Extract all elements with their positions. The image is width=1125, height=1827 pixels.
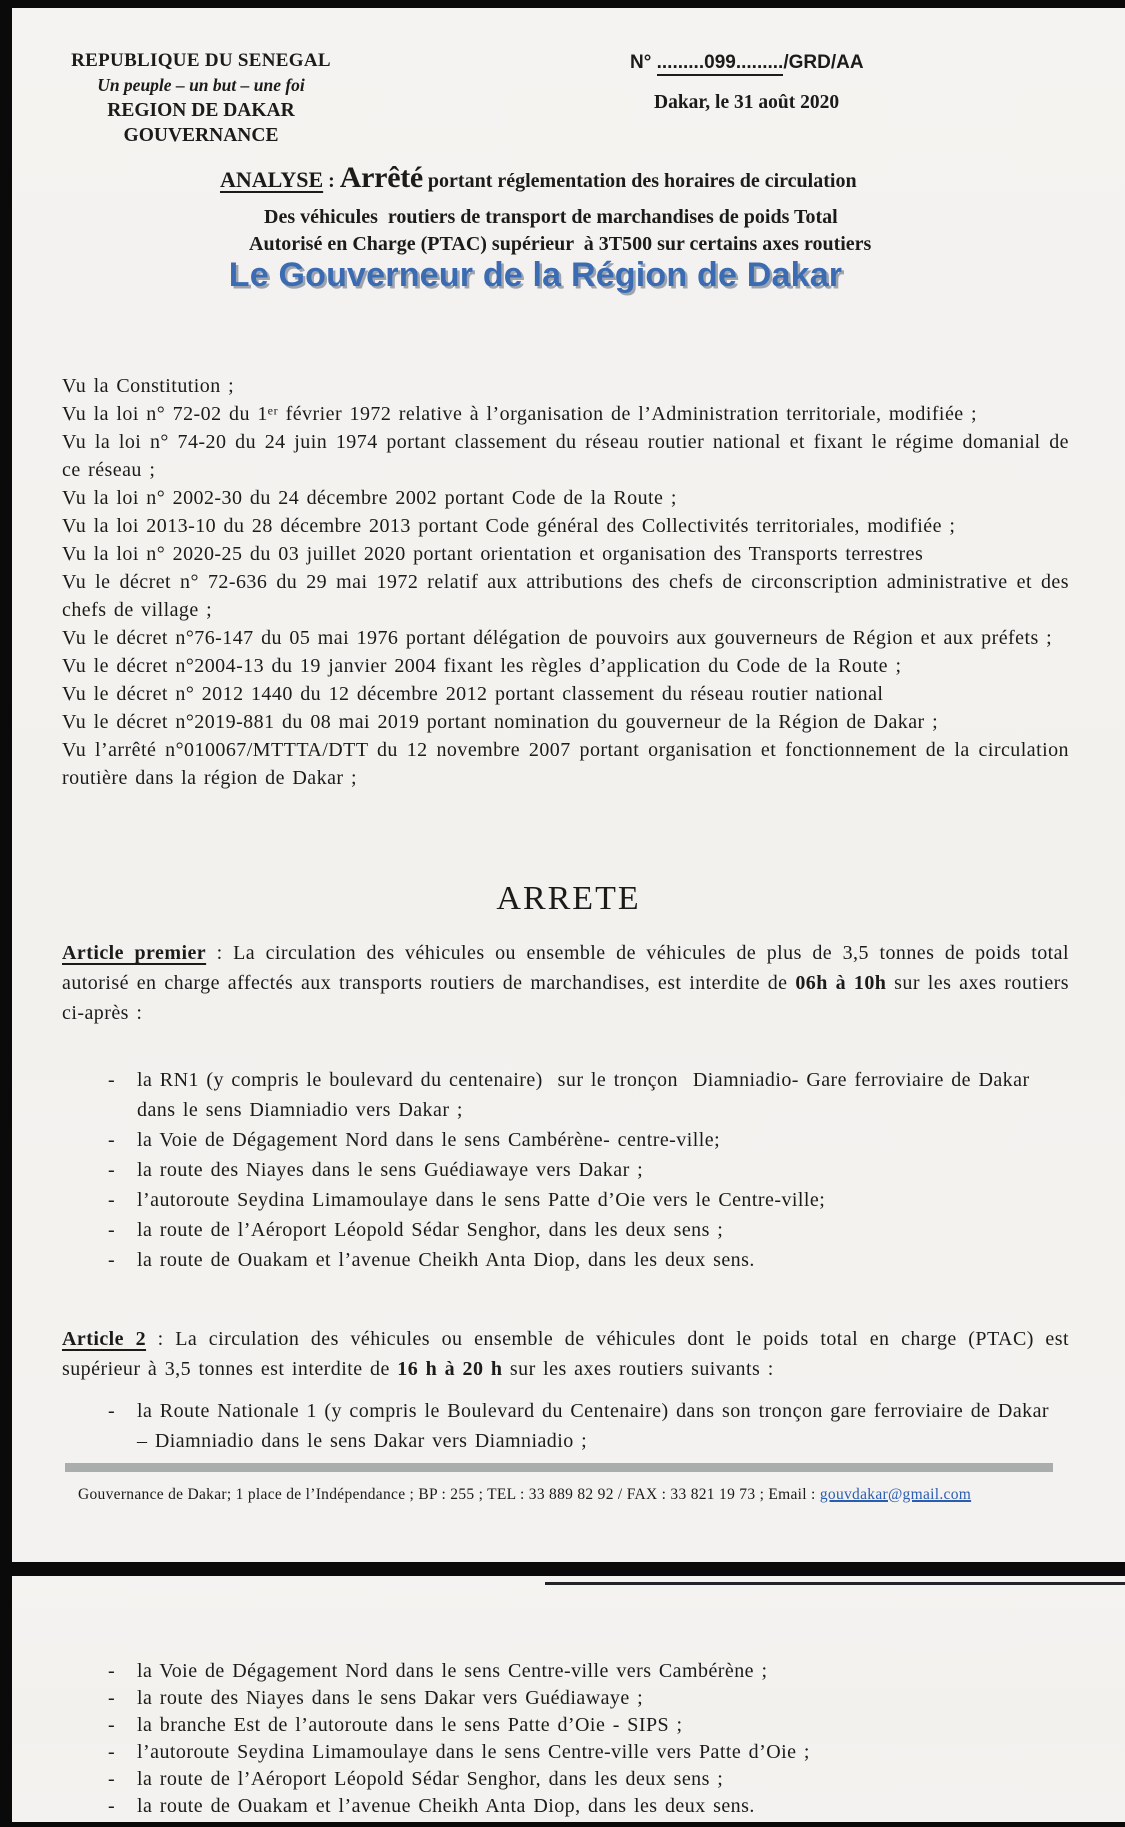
vu-clause: Vu le décret n°76-147 du 05 mai 1976 portant délégation de pouvoirs aux gouverneurs de Région et aux préfets ; bbox=[62, 627, 1053, 649]
document-number-suffix: /GRD/AA bbox=[783, 52, 864, 73]
dash-bullet: - bbox=[108, 1741, 116, 1763]
article-premier-label: Article premier bbox=[62, 942, 207, 964]
dots-left: ......... bbox=[656, 52, 705, 73]
list-item bbox=[108, 1065, 1061, 1125]
list-item bbox=[108, 1766, 1061, 1793]
article-2-text-after: sur les axes routiers suivants : bbox=[502, 1358, 774, 1380]
governance-label: GOUVERNANCE bbox=[123, 125, 279, 146]
republic-name: REPUBLIQUE DU SENEGAL bbox=[71, 50, 331, 71]
article-premier-text-after: sur les axes routiers ci-après : bbox=[62, 972, 1069, 1024]
vu-clause: Vu la loi n° 2020-25 du 03 juillet 2020 portant orientation et organisation des Transports terrestres bbox=[62, 543, 924, 565]
dash-bullet: - bbox=[108, 1400, 116, 1422]
list-item bbox=[108, 1658, 1061, 1685]
dash-bullet: - bbox=[108, 1714, 116, 1736]
bullet-text: la route des Niayes dans le sens Guédiawaye vers Dakar ; bbox=[137, 1159, 644, 1181]
analyse-subject: portant réglementation des horaires de circulation bbox=[422, 170, 857, 192]
list-item bbox=[108, 1245, 1061, 1275]
footer-divider-bar bbox=[65, 1463, 1053, 1472]
article-premier-road-list bbox=[108, 1065, 1061, 1275]
article-2-road-list bbox=[108, 1396, 1061, 1456]
dash-bullet: - bbox=[108, 1687, 116, 1709]
vu-clause: Vu le décret n° 72-636 du 29 mai 1972 relatif aux attributions des chefs de circonscription administrative et des chefs de village ; bbox=[62, 571, 1069, 621]
analyse-separator: : bbox=[323, 170, 340, 192]
list-item bbox=[108, 1155, 1061, 1185]
national-motto: Un peuple – un but – une foi bbox=[97, 75, 305, 95]
dash-bullet: - bbox=[108, 1219, 116, 1241]
article-2-hours: 16 h à 20 h bbox=[397, 1358, 503, 1380]
dash-bullet: - bbox=[108, 1069, 116, 1091]
bullet-text: la branche Est de l’autoroute dans le sens Patte d’Oie - SIPS ; bbox=[137, 1714, 683, 1736]
document-number-value: 099 bbox=[704, 52, 736, 73]
bullet-text: la route de l’Aéroport Léopold Sédar Senghor, dans les deux sens ; bbox=[137, 1768, 724, 1790]
bullet-text: la route de Ouakam et l’avenue Cheikh Anta Diop, dans les deux sens. bbox=[137, 1249, 755, 1271]
vu-clause: Vu le décret n° 2012 1440 du 12 décembre 2012 portant classement du réseau routier national bbox=[62, 683, 884, 705]
list-item bbox=[108, 1739, 1061, 1766]
dash-bullet: - bbox=[108, 1189, 116, 1211]
document-number-filled bbox=[657, 52, 784, 76]
governor-title: Le Gouverneur de la Région de Dakar bbox=[228, 256, 843, 294]
vu-clause: Vu la loi n° 74-20 du 24 juin 1974 portant classement du réseau routier national et fixant le régime domanial de ce réseau ; bbox=[62, 431, 1069, 481]
article-2-text-before: : La circulation des véhicules ou ensemble de véhicules dont le poids total en charge (PTAC) est supérieur à 3,5 tonnes est interdite de bbox=[62, 1328, 1069, 1380]
article-2-label: Article 2 bbox=[62, 1328, 147, 1350]
list-item bbox=[108, 1793, 1061, 1820]
dash-bullet: - bbox=[108, 1768, 116, 1790]
bullet-text: la RN1 (y compris le boulevard du centenaire) sur le tronçon Diamniadio- Gare ferroviaire de Dakar dans le sens Diamniadio vers Dakar ; bbox=[137, 1069, 1038, 1121]
list-item bbox=[108, 1712, 1061, 1739]
analyse-label: ANALYSE bbox=[220, 167, 324, 192]
bullet-text: la route de l’Aéroport Léopold Sédar Senghor, dans les deux sens ; bbox=[137, 1219, 724, 1241]
list-item bbox=[108, 1215, 1061, 1245]
region-name: REGION DE DAKAR bbox=[107, 100, 295, 121]
analyse-line-1 bbox=[220, 160, 1050, 201]
analyse-line-3: Autorisé en Charge (PTAC) supérieur à 3T500 sur certains axes routiers bbox=[249, 233, 872, 255]
dots-right: ......... bbox=[735, 52, 784, 73]
article-premier-paragraph bbox=[62, 938, 1069, 1028]
footer-email-link: gouvdakar@gmail.com bbox=[819, 1486, 972, 1503]
bullet-text: l’autoroute Seydina Limamoulaye dans le sens Centre-ville vers Patte d’Oie ; bbox=[137, 1741, 810, 1763]
dash-bullet: - bbox=[108, 1159, 116, 1181]
vu-clause: Vu le décret n°2004-13 du 19 janvier 2004 fixant les règles d’application du Code de la Route ; bbox=[62, 655, 902, 677]
vu-clause: Vu la loi n° 72-02 du 1ᵉʳ février 1972 relative à l’organisation de l’Administration territoriale, modifiée ; bbox=[62, 403, 978, 425]
document-date: Dakar, le 31 août 2020 bbox=[654, 92, 840, 113]
bullet-text: l’autoroute Seydina Limamoulaye dans le sens Patte d’Oie vers le Centre-ville; bbox=[137, 1189, 826, 1211]
analyse-heading bbox=[220, 160, 1050, 258]
bullet-text: la route de Ouakam et l’avenue Cheikh Anta Diop, dans les deux sens. bbox=[137, 1795, 755, 1817]
document-number-prefix: N° bbox=[630, 52, 657, 73]
dash-bullet: - bbox=[108, 1249, 116, 1271]
vu-clause: Vu la loi 2013-10 du 28 décembre 2013 portant Code général des Collectivités territoriales, modifiée ; bbox=[62, 515, 956, 537]
bullet-text: la route des Niayes dans le sens Dakar vers Guédiawaye ; bbox=[137, 1687, 644, 1709]
vu-clause: Vu la Constitution ; bbox=[62, 375, 235, 397]
article-premier-hours: 06h à 10h bbox=[795, 972, 887, 994]
vu-clause: Vu l’arrêté n°010067/MTTTA/DTT du 12 novembre 2007 portant organisation et fonctionnement de la circulation routière dans la région de Dakar ; bbox=[62, 739, 1069, 789]
document-number-line bbox=[630, 52, 864, 76]
bullet-text: la Route Nationale 1 (y compris le Boulevard du Centenaire) dans son tronçon gare ferroviaire de Dakar – Diamniadio dans le sens Dakar vers Diamniadio ; bbox=[137, 1400, 1057, 1452]
letterhead-left bbox=[56, 48, 346, 148]
dash-bullet: - bbox=[108, 1795, 116, 1817]
list-item bbox=[108, 1685, 1061, 1712]
vu-clause: Vu le décret n°2019-881 du 08 mai 2019 portant nomination du gouverneur de la Région de Dakar ; bbox=[62, 711, 939, 733]
dash-bullet: - bbox=[108, 1129, 116, 1151]
list-item bbox=[108, 1396, 1061, 1456]
list-item bbox=[108, 1125, 1061, 1155]
vu-clauses-list bbox=[62, 372, 1069, 792]
article-premier-text-before: : La circulation des véhicules ou ensemble de véhicules de plus de 3,5 tonnes de poids total autorisé en charge affectés aux transports routiers de marchandises, est interdite de bbox=[62, 942, 1069, 994]
bullet-text: la Voie de Dégagement Nord dans le sens Centre-ville vers Cambérène ; bbox=[137, 1660, 768, 1682]
page2-road-list bbox=[108, 1658, 1061, 1820]
list-item bbox=[108, 1185, 1061, 1215]
arrete-word: Arrêté bbox=[339, 161, 423, 194]
analyse-line-2: Des véhicules routiers de transport de marchandises de poids Total bbox=[264, 206, 838, 228]
dash-bullet: - bbox=[108, 1660, 116, 1682]
vu-clause: Vu la loi n° 2002-30 du 24 décembre 2002 portant Code de la Route ; bbox=[62, 487, 677, 509]
footer-contact-line bbox=[78, 1486, 1085, 1504]
scanned-page-1 bbox=[12, 8, 1125, 1562]
article-2-paragraph bbox=[62, 1324, 1069, 1384]
bullet-text: la Voie de Dégagement Nord dans le sens Cambérène- centre-ville; bbox=[137, 1129, 721, 1151]
footer-address-text: Gouvernance de Dakar; 1 place de l’Indépendance ; BP : 255 ; TEL : 33 889 82 92 / FAX : 33 821 19 73 ; Email : bbox=[78, 1486, 820, 1503]
letterhead-right bbox=[630, 52, 864, 114]
scanned-page-2 bbox=[12, 1576, 1125, 1822]
page-top-edge-line bbox=[545, 1582, 1125, 1585]
arrete-heading: ARRETE bbox=[496, 880, 641, 917]
